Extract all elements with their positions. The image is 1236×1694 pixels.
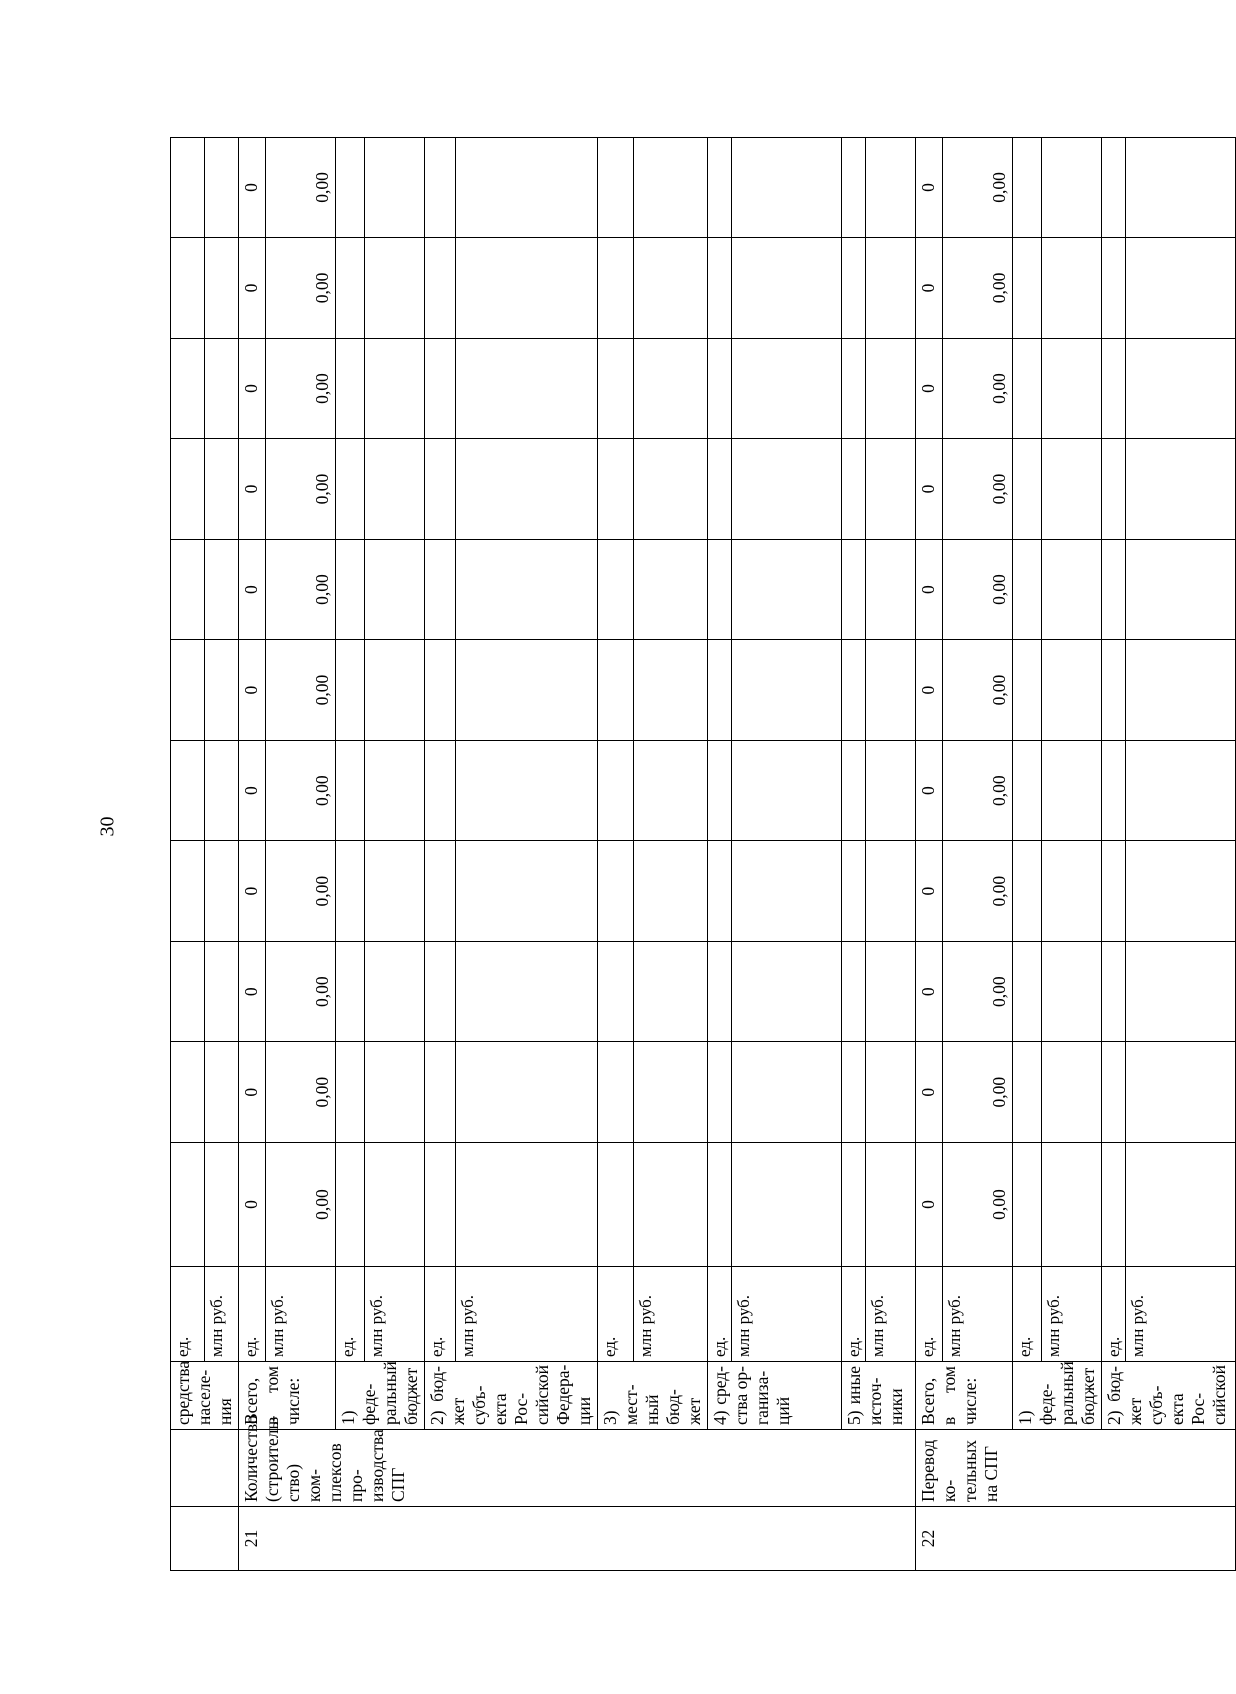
table-row (364, 37, 424, 1571)
row-label: 3) мест-ный бюд-жет (598, 1362, 708, 1430)
value-cell: 0 (239, 941, 266, 1042)
rotated-table-container (170, 36, 1229, 1571)
value-cell (425, 1042, 456, 1143)
value-cell (842, 941, 866, 1042)
value-cell (171, 640, 205, 741)
value-cell (205, 640, 239, 741)
value-cell (633, 740, 707, 841)
value-cell (842, 640, 866, 741)
value-cell (455, 941, 597, 1042)
value-cell (336, 941, 365, 1042)
value-cell (633, 640, 707, 741)
value-cell (633, 1143, 707, 1267)
budget-table (170, 36, 1236, 1571)
value-cell (425, 1143, 456, 1267)
value-cell (732, 740, 842, 841)
value-cell (1013, 740, 1042, 841)
value-cell (205, 439, 239, 540)
value-cell (598, 338, 634, 439)
value-cell (1013, 137, 1042, 238)
value-cell (1126, 841, 1236, 942)
value-cell (425, 841, 456, 942)
value-cell (1126, 238, 1236, 339)
value-cell: 0,00 (943, 1143, 1013, 1267)
unit-cell: млн руб. (943, 1267, 1013, 1362)
table-row (239, 37, 266, 1571)
table-row (336, 37, 365, 1571)
value-cell: 0 (239, 640, 266, 741)
value-cell (171, 338, 205, 439)
value-cell (364, 841, 424, 942)
value-cell (1013, 238, 1042, 339)
value-cell (205, 238, 239, 339)
value-cell (1102, 137, 1126, 238)
value-cell (171, 439, 205, 540)
value-cell (171, 137, 205, 238)
table-row (266, 37, 336, 1571)
value-cell (598, 238, 634, 339)
value-cell (336, 137, 365, 238)
table-row (916, 37, 943, 1571)
value-cell (336, 439, 365, 540)
value-cell (364, 338, 424, 439)
row-label: Всего, в том числе: (239, 1362, 336, 1430)
table-row (1041, 37, 1101, 1571)
value-cell (633, 338, 707, 439)
value-cell: 0,00 (266, 640, 336, 741)
value-cell (425, 439, 456, 540)
value-cell (598, 941, 634, 1042)
value-cell: 0,00 (943, 338, 1013, 439)
value-cell (455, 740, 597, 841)
table-row (633, 37, 707, 1571)
unit-cell: млн руб. (205, 1267, 239, 1362)
value-cell (708, 640, 732, 741)
value-cell (455, 841, 597, 942)
value-cell: 0 (239, 137, 266, 238)
value-cell (1126, 941, 1236, 1042)
value-cell (171, 941, 205, 1042)
value-cell (171, 841, 205, 942)
value-cell: 0 (239, 841, 266, 942)
value-cell: 0 (239, 740, 266, 841)
value-cell (708, 941, 732, 1042)
value-cell (732, 539, 842, 640)
value-cell (336, 1042, 365, 1143)
value-cell (455, 640, 597, 741)
unit-cell: ед. (916, 1267, 943, 1362)
value-cell (364, 539, 424, 640)
unit-cell: ед. (425, 1267, 456, 1362)
table-row (943, 37, 1013, 1571)
row-label: 4) сред-ства ор-ганиза-ций (708, 1362, 842, 1430)
value-cell (1126, 1042, 1236, 1143)
value-cell (1013, 1143, 1042, 1267)
value-cell (1102, 338, 1126, 439)
table-row (598, 37, 634, 1571)
row-name-cell: Перевод ко-тельных на СПГ (916, 1430, 1236, 1507)
value-cell (364, 740, 424, 841)
value-cell (1013, 841, 1042, 942)
value-cell: 0,00 (266, 941, 336, 1042)
value-cell (1126, 439, 1236, 540)
table-row (866, 37, 916, 1571)
value-cell (425, 640, 456, 741)
value-cell (455, 137, 597, 238)
value-cell (1102, 941, 1126, 1042)
table-row (842, 37, 866, 1571)
value-cell (732, 841, 842, 942)
row-label: Всего, в том числе: (916, 1362, 1013, 1430)
value-cell (364, 1042, 424, 1143)
unit-cell: ед. (1102, 1267, 1126, 1362)
value-cell (455, 439, 597, 540)
table-row (708, 37, 732, 1571)
value-cell (633, 841, 707, 942)
value-cell (866, 941, 916, 1042)
unit-cell: ед. (1013, 1267, 1042, 1362)
value-cell (1102, 740, 1126, 841)
value-cell (598, 1143, 634, 1267)
value-cell (205, 1042, 239, 1143)
value-cell (708, 1042, 732, 1143)
table-row (1126, 37, 1236, 1571)
unit-cell: ед. (708, 1267, 732, 1362)
value-cell (336, 1143, 365, 1267)
value-cell (1102, 539, 1126, 640)
value-cell (171, 1143, 205, 1267)
value-cell (1126, 539, 1236, 640)
row-label: средства населе-ния (171, 1362, 239, 1430)
value-cell (425, 941, 456, 1042)
value-cell: 0 (916, 1143, 943, 1267)
value-cell (866, 1143, 916, 1267)
table-row (732, 37, 842, 1571)
value-cell (1041, 1143, 1101, 1267)
table-row (425, 37, 456, 1571)
value-cell (336, 338, 365, 439)
unit-cell: млн руб. (633, 1267, 707, 1362)
value-cell (842, 1143, 866, 1267)
row-number-cell: 21 (239, 1507, 916, 1571)
value-cell: 0 (239, 1042, 266, 1143)
value-cell (1126, 740, 1236, 841)
value-cell (633, 238, 707, 339)
value-cell (425, 137, 456, 238)
value-cell: 0,00 (943, 740, 1013, 841)
value-cell (866, 439, 916, 540)
value-cell (842, 338, 866, 439)
value-cell (205, 841, 239, 942)
value-cell: 0,00 (266, 338, 336, 439)
value-cell (1102, 1143, 1126, 1267)
value-cell: 0,00 (943, 1042, 1013, 1143)
value-cell (336, 740, 365, 841)
value-cell (633, 1042, 707, 1143)
value-cell (455, 238, 597, 339)
unit-cell: млн руб. (364, 1267, 424, 1362)
value-cell (205, 137, 239, 238)
row-label: 1) феде-ральный бюджет (1013, 1362, 1102, 1430)
value-cell (1126, 640, 1236, 741)
value-cell (336, 640, 365, 741)
value-cell: 0 (916, 1042, 943, 1143)
value-cell (866, 238, 916, 339)
value-cell (1126, 338, 1236, 439)
value-cell (336, 238, 365, 339)
value-cell (598, 1042, 634, 1143)
value-cell (1102, 640, 1126, 741)
value-cell (425, 539, 456, 640)
value-cell: 0 (916, 740, 943, 841)
value-cell (866, 740, 916, 841)
row-label: 1) феде-ральный бюджет (336, 1362, 425, 1430)
row-number-cell: 22 (916, 1507, 1236, 1571)
value-cell (364, 238, 424, 339)
value-cell: 0 (239, 539, 266, 640)
value-cell (633, 539, 707, 640)
value-cell (708, 338, 732, 439)
value-cell (732, 238, 842, 339)
value-cell (455, 338, 597, 439)
value-cell (732, 137, 842, 238)
value-cell (708, 539, 732, 640)
unit-cell: ед. (239, 1267, 266, 1362)
value-cell (455, 539, 597, 640)
value-cell (708, 238, 732, 339)
row-label: 2) бюд-жет субъ-екта Рос-сийской (1102, 1362, 1236, 1430)
unit-cell: ед. (171, 1267, 205, 1362)
value-cell (205, 941, 239, 1042)
table-row (171, 37, 205, 1571)
value-cell (171, 1042, 205, 1143)
value-cell (364, 1143, 424, 1267)
value-cell (1013, 439, 1042, 540)
value-cell: 0 (916, 841, 943, 942)
value-cell: 0,00 (943, 238, 1013, 339)
value-cell (1041, 640, 1101, 741)
value-cell (205, 740, 239, 841)
value-cell (205, 338, 239, 439)
value-cell (732, 439, 842, 540)
value-cell (732, 1143, 842, 1267)
value-cell: 0 (916, 338, 943, 439)
table-row (1013, 37, 1042, 1571)
value-cell (598, 640, 634, 741)
value-cell (866, 1042, 916, 1143)
unit-cell: млн руб. (866, 1267, 916, 1362)
value-cell: 0 (916, 238, 943, 339)
value-cell (1041, 238, 1101, 339)
table-body (171, 37, 1236, 1571)
value-cell (205, 1143, 239, 1267)
value-cell: 0 (916, 539, 943, 640)
value-cell: 0,00 (266, 238, 336, 339)
value-cell (866, 640, 916, 741)
value-cell (633, 941, 707, 1042)
value-cell: 0,00 (266, 137, 336, 238)
value-cell: 0,00 (943, 137, 1013, 238)
value-cell (1041, 539, 1101, 640)
value-cell: 0,00 (943, 941, 1013, 1042)
value-cell (732, 640, 842, 741)
value-cell: 0 (916, 439, 943, 540)
value-cell: 0,00 (266, 1143, 336, 1267)
value-cell (1013, 640, 1042, 741)
value-cell (598, 841, 634, 942)
value-cell (1041, 338, 1101, 439)
value-cell (1102, 439, 1126, 540)
value-cell: 0 (916, 941, 943, 1042)
value-cell (1013, 539, 1042, 640)
value-cell (633, 439, 707, 540)
unit-cell: млн руб. (732, 1267, 842, 1362)
value-cell (364, 137, 424, 238)
value-cell (1013, 338, 1042, 439)
value-cell (598, 539, 634, 640)
value-cell (598, 137, 634, 238)
value-cell (1102, 1042, 1126, 1143)
value-cell: 0,00 (266, 740, 336, 841)
value-cell: 0 (239, 1143, 266, 1267)
value-cell (1041, 439, 1101, 540)
value-cell (708, 137, 732, 238)
value-cell: 0,00 (943, 539, 1013, 640)
value-cell (708, 1143, 732, 1267)
row-name-cell (171, 1430, 239, 1507)
value-cell (425, 238, 456, 339)
value-cell (1013, 1042, 1042, 1143)
table-row (455, 37, 597, 1571)
unit-cell: млн руб. (1041, 1267, 1101, 1362)
value-cell (842, 740, 866, 841)
value-cell (732, 1042, 842, 1143)
value-cell (842, 137, 866, 238)
value-cell (842, 539, 866, 640)
value-cell (336, 841, 365, 942)
value-cell: 0 (239, 238, 266, 339)
value-cell (364, 941, 424, 1042)
value-cell (633, 137, 707, 238)
value-cell: 0,00 (266, 539, 336, 640)
value-cell (708, 841, 732, 942)
value-cell (1126, 1143, 1236, 1267)
value-cell: 0 (916, 640, 943, 741)
value-cell (708, 439, 732, 540)
page-number: 30 (96, 816, 119, 837)
value-cell: 0,00 (266, 841, 336, 942)
value-cell (842, 439, 866, 540)
value-cell (1041, 1042, 1101, 1143)
value-cell (364, 640, 424, 741)
value-cell (842, 1042, 866, 1143)
unit-cell: млн руб. (266, 1267, 336, 1362)
value-cell (1102, 841, 1126, 942)
value-cell: 0 (239, 338, 266, 439)
unit-cell: ед. (336, 1267, 365, 1362)
value-cell: 0,00 (266, 1042, 336, 1143)
value-cell: 0,00 (943, 841, 1013, 942)
unit-cell: ед. (842, 1267, 866, 1362)
value-cell: 0,00 (943, 640, 1013, 741)
value-cell: 0 (239, 439, 266, 540)
value-cell (1041, 137, 1101, 238)
value-cell (1013, 941, 1042, 1042)
value-cell (455, 1042, 597, 1143)
value-cell (171, 539, 205, 640)
value-cell (598, 740, 634, 841)
value-cell (866, 338, 916, 439)
value-cell (171, 740, 205, 841)
unit-cell: млн руб. (1126, 1267, 1236, 1362)
value-cell: 0,00 (266, 439, 336, 540)
value-cell (1126, 137, 1236, 238)
value-cell (732, 941, 842, 1042)
table-row (1102, 37, 1126, 1571)
value-cell (732, 338, 842, 439)
value-cell: 0 (916, 137, 943, 238)
value-cell (866, 137, 916, 238)
value-cell (205, 539, 239, 640)
value-cell (425, 338, 456, 439)
value-cell (336, 539, 365, 640)
value-cell (1041, 941, 1101, 1042)
value-cell (708, 740, 732, 841)
value-cell (842, 238, 866, 339)
unit-cell: ед. (598, 1267, 634, 1362)
row-label: 2) бюд-жет субъ-екта Рос-сийской Федера-ции (425, 1362, 598, 1430)
value-cell (598, 439, 634, 540)
row-number-cell (171, 1507, 239, 1571)
row-label: 5) иные источ-ники (842, 1362, 916, 1430)
value-cell (455, 1143, 597, 1267)
value-cell (842, 841, 866, 942)
value-cell (425, 740, 456, 841)
value-cell (364, 439, 424, 540)
value-cell (1041, 841, 1101, 942)
value-cell: 0,00 (943, 439, 1013, 540)
value-cell (866, 539, 916, 640)
row-name-cell: Количество (строитель-ство) ком-плексов про-изводства СПГ (239, 1430, 916, 1507)
value-cell (866, 841, 916, 942)
value-cell (1102, 238, 1126, 339)
table-row (205, 37, 239, 1571)
value-cell (171, 238, 205, 339)
unit-cell: млн руб. (455, 1267, 597, 1362)
value-cell (1041, 740, 1101, 841)
